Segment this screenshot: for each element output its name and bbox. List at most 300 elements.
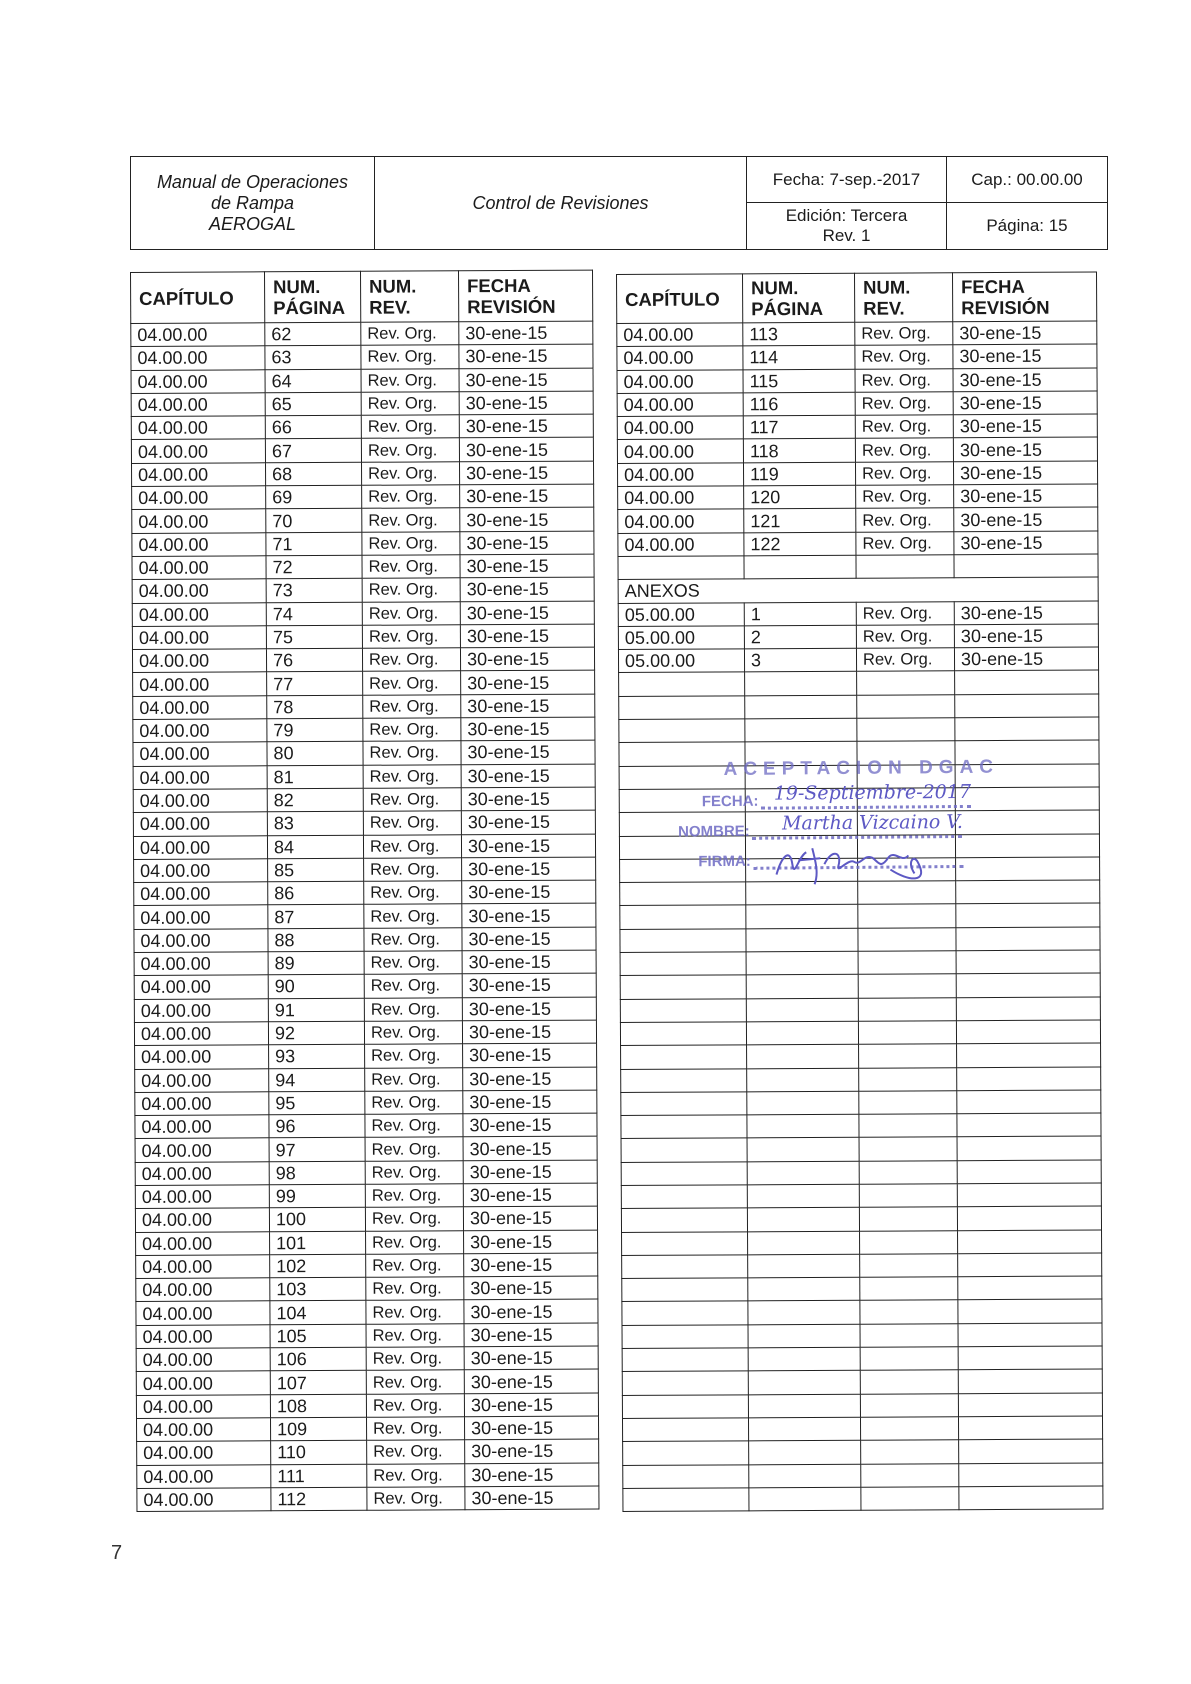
table-row — [617, 461, 1097, 487]
capitulo-cell: 04.00.00 — [133, 719, 267, 743]
blank-row — [621, 1066, 1101, 1092]
col-header-text: REVISIÓN — [961, 296, 1050, 319]
manual-title-cell — [131, 157, 375, 249]
capitulo-cell: 04.00.00 — [134, 905, 268, 929]
table-row — [136, 1276, 598, 1302]
num-pagina-cell — [748, 1347, 860, 1371]
num-pagina-cell: 108 — [270, 1394, 366, 1418]
capitulo-cell: 04.00.00 — [136, 1255, 270, 1279]
capitulo-cell — [623, 1441, 749, 1465]
capitulo-cell: 04.00.00 — [135, 1045, 269, 1069]
fecha-cell: 30-ene-15 — [459, 321, 593, 345]
num-rev-cell: Rev. Org. — [367, 1440, 465, 1464]
table-row — [618, 554, 1098, 580]
capitulo-cell: 04.00.00 — [617, 439, 743, 463]
fecha-cell — [956, 973, 1100, 997]
manual-title-line2: de Rampa — [210, 192, 295, 213]
capitulo-cell: 04.00.00 — [131, 416, 265, 440]
capitulo-cell: 04.00.00 — [131, 393, 265, 417]
num-pagina-cell: 80 — [267, 742, 363, 766]
capitulo-cell: 04.00.00 — [132, 579, 266, 603]
num-pagina-cell: 63 — [265, 346, 361, 370]
num-pagina-cell: 67 — [265, 439, 361, 463]
num-pagina-cell: 110 — [271, 1441, 367, 1465]
num-pagina-cell — [747, 1208, 859, 1232]
num-pagina-cell: 97 — [269, 1138, 365, 1162]
num-rev-cell: Rev. Org. — [363, 788, 461, 812]
capitulo-cell: 04.00.00 — [136, 1301, 270, 1325]
table-row — [135, 1113, 597, 1139]
blank-row — [621, 1206, 1101, 1232]
num-rev-cell — [859, 1044, 957, 1068]
anexos-label: ANEXOS — [618, 577, 1098, 603]
num-pagina-cell: 115 — [743, 369, 855, 393]
num-pagina-cell — [749, 1487, 861, 1511]
edition-text: Edición: Tercera — [785, 206, 908, 225]
num-rev-cell — [860, 1277, 958, 1301]
table-row — [132, 554, 594, 580]
num-pagina-cell — [747, 1114, 859, 1138]
table-row — [132, 624, 594, 650]
num-pagina-cell: 75 — [266, 625, 362, 649]
num-pagina-cell: 103 — [270, 1277, 366, 1301]
table-row — [132, 461, 594, 487]
num-rev-cell: Rev. Org. — [361, 322, 459, 346]
capitulo-cell: 04.00.00 — [618, 486, 744, 510]
num-pagina-cell — [746, 905, 858, 929]
num-rev-cell: Rev. Org. — [361, 345, 459, 369]
blank-row — [622, 1346, 1102, 1372]
capitulo-cell: 04.00.00 — [133, 812, 267, 836]
fecha-cell — [957, 1206, 1101, 1230]
fecha-cell: 30-ene-15 — [461, 717, 595, 741]
table-row — [135, 1067, 597, 1093]
num-pagina-cell: 94 — [269, 1068, 365, 1092]
num-pagina-cell — [745, 718, 857, 742]
blank-row — [620, 950, 1100, 976]
table-row — [137, 1416, 599, 1442]
col-header-text: NUM. — [273, 276, 321, 298]
num-rev-cell — [860, 1300, 958, 1324]
num-pagina-cell — [747, 1068, 859, 1092]
col-header-text: PÁGINA — [751, 297, 824, 320]
num-rev-cell: Rev. Org. — [365, 1044, 463, 1068]
num-pagina-cell — [748, 1324, 860, 1348]
num-rev-cell — [861, 1440, 959, 1464]
fecha-cell: 30-ene-15 — [460, 554, 594, 578]
num-rev-cell: Rev. Org. — [366, 1370, 464, 1394]
page-number: 7 — [111, 1542, 123, 1564]
num-rev-cell: Rev. Org. — [364, 1021, 462, 1045]
num-rev-cell: Rev. Org. — [367, 1487, 465, 1511]
num-pagina-cell: 91 — [268, 998, 364, 1022]
capitulo-cell: 04.00.00 — [133, 835, 267, 859]
table-row — [135, 1183, 597, 1209]
table-row — [132, 507, 594, 533]
capitulo-cell: 04.00.00 — [136, 1325, 270, 1349]
num-rev-cell — [861, 1463, 959, 1487]
fecha-cell — [957, 1113, 1101, 1137]
num-pagina-cell: 112 — [271, 1487, 367, 1511]
num-rev-cell: Rev. Org. — [362, 601, 460, 625]
num-pagina-cell — [748, 1231, 860, 1255]
fecha-cell: 30-ene-15 — [462, 927, 596, 951]
fecha-cell — [956, 903, 1100, 927]
capitulo-cell: 04.00.00 — [618, 533, 744, 557]
table-row — [132, 531, 594, 557]
fecha-cell: 30-ene-15 — [460, 601, 594, 625]
fecha-cell: 30-ene-15 — [463, 1160, 597, 1184]
capitulo-cell — [618, 556, 744, 580]
table-row — [134, 927, 596, 953]
col-header-text: NUM. — [369, 275, 417, 297]
fecha-cell — [959, 1486, 1103, 1510]
num-pagina-cell — [748, 1394, 860, 1418]
num-rev-cell — [860, 1370, 958, 1394]
capitulo-cell: 04.00.00 — [617, 416, 743, 440]
num-pagina-cell: 119 — [743, 462, 855, 486]
fecha-cell: 30-ene-15 — [954, 624, 1098, 648]
num-rev-cell — [857, 718, 955, 742]
num-pagina-cell: 104 — [270, 1301, 366, 1325]
table-row — [134, 997, 596, 1023]
fecha-cell: 30-ene-15 — [464, 1369, 598, 1393]
num-pagina-cell: 90 — [268, 975, 364, 999]
table-row — [134, 857, 596, 883]
num-rev-cell — [859, 1067, 957, 1091]
col-header-capitulo: CAPÍTULO — [131, 272, 265, 324]
num-rev-cell: Rev. Org. — [363, 671, 461, 695]
fecha-cell: 30-ene-15 — [954, 531, 1098, 555]
capitulo-cell: 04.00.00 — [135, 1068, 269, 1092]
capitulo-cell: 05.00.00 — [618, 602, 744, 626]
num-pagina-cell: 100 — [269, 1208, 365, 1232]
num-pagina-cell — [746, 951, 858, 975]
fecha-cell: 30-ene-15 — [461, 764, 595, 788]
num-rev-cell: Rev. Org. — [364, 951, 462, 975]
capitulo-cell — [619, 696, 745, 720]
blank-row — [621, 1136, 1101, 1162]
dotted-line — [761, 805, 971, 810]
fecha-cell — [957, 1160, 1101, 1184]
blank-row — [622, 1276, 1102, 1302]
num-pagina-cell: 83 — [267, 812, 363, 836]
fecha-cell: 30-ene-15 — [462, 857, 596, 881]
date-text: Fecha: 7-sep.-2017 — [772, 169, 921, 189]
num-pagina-cell — [745, 695, 857, 719]
num-rev-cell — [858, 904, 956, 928]
blank-row — [622, 1253, 1102, 1279]
num-rev-cell: Rev. Org. — [366, 1300, 464, 1324]
num-pagina-cell: 82 — [267, 788, 363, 812]
document-header — [130, 156, 1108, 250]
num-pagina-cell — [747, 1091, 859, 1115]
num-rev-cell: Rev. Org. — [362, 485, 460, 509]
col-header-num-pagina — [265, 271, 361, 323]
num-pagina-cell: 109 — [271, 1417, 367, 1441]
num-pagina-cell: 93 — [269, 1044, 365, 1068]
blank-row — [621, 1183, 1101, 1209]
capitulo-cell: 04.00.00 — [132, 556, 266, 580]
fecha-cell: 30-ene-15 — [461, 834, 595, 858]
num-rev-cell: Rev. Org. — [364, 997, 462, 1021]
capitulo-cell — [622, 1255, 748, 1279]
capitulo-cell: 04.00.00 — [617, 323, 743, 347]
table-header-row — [617, 272, 1097, 324]
table-row — [617, 321, 1097, 347]
num-rev-cell: Rev. Org. — [855, 392, 953, 416]
table-row — [133, 671, 595, 697]
num-pagina-cell: 106 — [270, 1347, 366, 1371]
fecha-cell: 30-ene-15 — [954, 647, 1098, 671]
num-pagina-cell: 3 — [744, 648, 856, 672]
num-rev-cell: Rev. Org. — [856, 648, 954, 672]
num-pagina-cell: 84 — [267, 835, 363, 859]
num-pagina-cell: 113 — [743, 322, 855, 346]
fecha-cell — [957, 1090, 1101, 1114]
num-rev-cell: Rev. Org. — [856, 485, 954, 509]
capitulo-cell: 04.00.00 — [617, 369, 743, 393]
col-header-capitulo: CAPÍTULO — [617, 274, 743, 324]
table-row — [134, 973, 596, 999]
page-text: Página: 15 — [986, 216, 1068, 235]
table-row — [136, 1230, 598, 1256]
num-pagina-cell — [748, 1417, 860, 1441]
stamp-nombre-label: NOMBRE: — [678, 822, 750, 841]
capitulo-cell: 04.00.00 — [134, 1022, 268, 1046]
table-row — [134, 903, 596, 929]
num-pagina-cell — [746, 975, 858, 999]
capitulo-cell — [621, 1162, 747, 1186]
anexos-section-row — [618, 577, 1098, 603]
num-rev-cell: Rev. Org. — [856, 625, 954, 649]
num-rev-cell: Rev. Org. — [361, 415, 459, 439]
capitulo-cell: 04.00.00 — [134, 975, 268, 999]
stamp-title: ACEPTACION DGAC — [723, 756, 1000, 781]
table-row — [131, 391, 593, 417]
num-pagina-cell — [746, 998, 858, 1022]
table-row — [132, 601, 594, 627]
num-rev-cell: Rev. Org. — [365, 1207, 463, 1231]
fecha-cell: 30-ene-15 — [460, 647, 594, 671]
fecha-cell: 30-ene-15 — [459, 391, 593, 415]
fecha-cell — [957, 1183, 1101, 1207]
blank-row — [622, 1416, 1102, 1442]
fecha-cell — [958, 1346, 1102, 1370]
num-rev-cell: Rev. Org. — [855, 368, 953, 392]
capitulo-cell: 04.00.00 — [617, 393, 743, 417]
capitulo-cell: 04.00.00 — [131, 323, 265, 347]
col-header-text: PÁGINA — [273, 296, 346, 319]
num-rev-cell: Rev. Org. — [365, 1137, 463, 1161]
num-rev-cell: Rev. Org. — [362, 531, 460, 555]
blank-row — [619, 670, 1099, 696]
capitulo-cell: 04.00.00 — [131, 439, 265, 463]
num-pagina-cell — [749, 1440, 861, 1464]
table-row — [618, 601, 1098, 627]
capitulo-cell: 04.00.00 — [132, 463, 266, 487]
capitulo-cell: 04.00.00 — [136, 1371, 270, 1395]
table-row — [133, 717, 595, 743]
table-row — [618, 647, 1098, 673]
num-pagina-cell: 105 — [270, 1324, 366, 1348]
num-rev-cell: Rev. Org. — [363, 718, 461, 742]
num-rev-cell — [858, 927, 956, 951]
fecha-cell: 30-ene-15 — [465, 1486, 599, 1510]
dgac-acceptance-stamp — [677, 751, 1008, 890]
table-row — [618, 484, 1098, 510]
num-rev-cell: Rev. Org. — [856, 601, 954, 625]
capitulo-cell — [620, 929, 746, 953]
table-body — [131, 321, 599, 1512]
num-pagina-cell: 98 — [269, 1161, 365, 1185]
table-row — [131, 344, 593, 370]
num-rev-cell: Rev. Org. — [367, 1463, 465, 1487]
stamp-fecha-value: 19-Septiembre-2017 — [773, 780, 972, 805]
fecha-cell — [958, 1299, 1102, 1323]
num-rev-cell: Rev. Org. — [365, 1184, 463, 1208]
table-row — [131, 368, 593, 394]
num-rev-cell — [860, 1347, 958, 1371]
capitulo-cell — [622, 1348, 748, 1372]
table-row — [137, 1439, 599, 1465]
num-pagina-cell: 89 — [268, 951, 364, 975]
fecha-cell — [958, 1416, 1102, 1440]
capitulo-cell: 04.00.00 — [134, 929, 268, 953]
num-rev-cell — [856, 555, 954, 579]
num-pagina-cell: 118 — [743, 439, 855, 463]
fecha-cell: 30-ene-15 — [459, 344, 593, 368]
table-row — [617, 368, 1097, 394]
capitulo-cell: 04.00.00 — [136, 1394, 270, 1418]
blank-row — [623, 1486, 1103, 1512]
num-pagina-cell: 2 — [744, 625, 856, 649]
table-row — [135, 1136, 597, 1162]
blank-row — [621, 1043, 1101, 1069]
capitulo-cell: 04.00.00 — [132, 532, 266, 556]
fecha-cell: 30-ene-15 — [463, 1090, 597, 1114]
fecha-cell: 30-ene-15 — [459, 461, 593, 485]
num-pagina-cell — [747, 1138, 859, 1162]
capitulo-cell — [621, 1045, 747, 1069]
fecha-cell: 30-ene-15 — [463, 1067, 597, 1091]
fecha-cell: 30-ene-15 — [464, 1276, 598, 1300]
fecha-cell: 30-ene-15 — [953, 368, 1097, 392]
fecha-cell: 30-ene-15 — [464, 1416, 598, 1440]
num-pagina-cell: 72 — [266, 555, 362, 579]
capitulo-cell — [623, 1488, 749, 1512]
table-row — [135, 1206, 597, 1232]
num-pagina-cell — [748, 1277, 860, 1301]
capitulo-cell: 04.00.00 — [136, 1348, 270, 1372]
capitulo-cell: 04.00.00 — [137, 1418, 271, 1442]
num-rev-cell: Rev. Org. — [366, 1277, 464, 1301]
capitulo-cell — [620, 1022, 746, 1046]
fecha-cell: 30-ene-15 — [462, 880, 596, 904]
fecha-cell: 30-ene-15 — [460, 484, 594, 508]
num-rev-cell: Rev. Org. — [362, 508, 460, 532]
fecha-cell: 30-ene-15 — [462, 950, 596, 974]
blank-row — [620, 997, 1100, 1023]
fecha-cell: 30-ene-15 — [464, 1346, 598, 1370]
capitulo-cell: 04.00.00 — [137, 1441, 271, 1465]
fecha-cell — [958, 1230, 1102, 1254]
capitulo-cell: 04.00.00 — [135, 1208, 269, 1232]
signature-scribble — [768, 833, 968, 891]
fecha-cell: 30-ene-15 — [461, 740, 595, 764]
blank-row — [619, 717, 1099, 743]
capitulo-cell — [620, 905, 746, 929]
col-header-num-rev — [854, 273, 952, 323]
blank-row — [621, 1160, 1101, 1186]
num-rev-cell: Rev. Org. — [361, 438, 459, 462]
fecha-cell — [955, 694, 1099, 718]
blank-row — [622, 1299, 1102, 1325]
fecha-cell: 30-ene-15 — [459, 438, 593, 462]
section-title: Control de Revisiones — [472, 192, 649, 213]
fecha-cell: 30-ene-15 — [460, 624, 594, 648]
fecha-cell: 30-ene-15 — [463, 1043, 597, 1067]
num-rev-cell: Rev. Org. — [361, 392, 459, 416]
num-rev-cell: Rev. Org. — [364, 881, 462, 905]
capitulo-cell: 04.00.00 — [133, 765, 267, 789]
capitulo-cell — [622, 1278, 748, 1302]
fecha-cell: 30-ene-15 — [953, 344, 1097, 368]
num-pagina-cell: 85 — [268, 858, 364, 882]
capitulo-cell: 04.00.00 — [136, 1278, 270, 1302]
num-pagina-cell: 92 — [268, 1021, 364, 1045]
capitulo-cell: 04.00.00 — [132, 509, 266, 533]
capitulo-cell: 04.00.00 — [133, 742, 267, 766]
capitulo-cell: 04.00.00 — [131, 346, 265, 370]
num-pagina-cell — [747, 1161, 859, 1185]
capitulo-cell: 04.00.00 — [133, 696, 267, 720]
fecha-cell — [958, 1323, 1102, 1347]
fecha-cell: 30-ene-15 — [953, 391, 1097, 415]
table-row — [133, 694, 595, 720]
blank-row — [620, 1020, 1100, 1046]
table-row — [136, 1346, 598, 1372]
col-header-num-pagina — [743, 273, 855, 323]
num-pagina-cell: 68 — [265, 462, 361, 486]
fecha-cell: 30-ene-15 — [953, 414, 1097, 438]
num-pagina-cell: 1 — [744, 602, 856, 626]
col-header-text: REV. — [369, 296, 411, 318]
fecha-cell: 30-ene-15 — [464, 1393, 598, 1417]
num-rev-cell: Rev. Org. — [365, 1160, 463, 1184]
table-row — [137, 1463, 599, 1489]
num-pagina-cell: 88 — [268, 928, 364, 952]
col-header-text: REV. — [863, 297, 905, 319]
table-row — [135, 1090, 597, 1116]
capitulo-cell — [619, 719, 745, 743]
num-rev-cell — [857, 671, 955, 695]
col-header-text: FECHA — [467, 274, 531, 297]
table-header-row — [131, 270, 593, 323]
fecha-cell: 30-ene-15 — [465, 1463, 599, 1487]
table-row — [136, 1369, 598, 1395]
num-rev-cell: Rev. Org. — [855, 462, 953, 486]
table-row — [132, 484, 594, 510]
col-header-fecha — [952, 272, 1096, 322]
fecha-cell: 30-ene-15 — [954, 507, 1098, 531]
num-rev-cell: Rev. Org. — [363, 811, 461, 835]
fecha-cell: 30-ene-15 — [459, 414, 593, 438]
table-row — [617, 437, 1097, 463]
num-rev-cell: Rev. Org. — [366, 1393, 464, 1417]
fecha-cell: 30-ene-15 — [954, 601, 1098, 625]
num-pagina-cell: 122 — [744, 532, 856, 556]
